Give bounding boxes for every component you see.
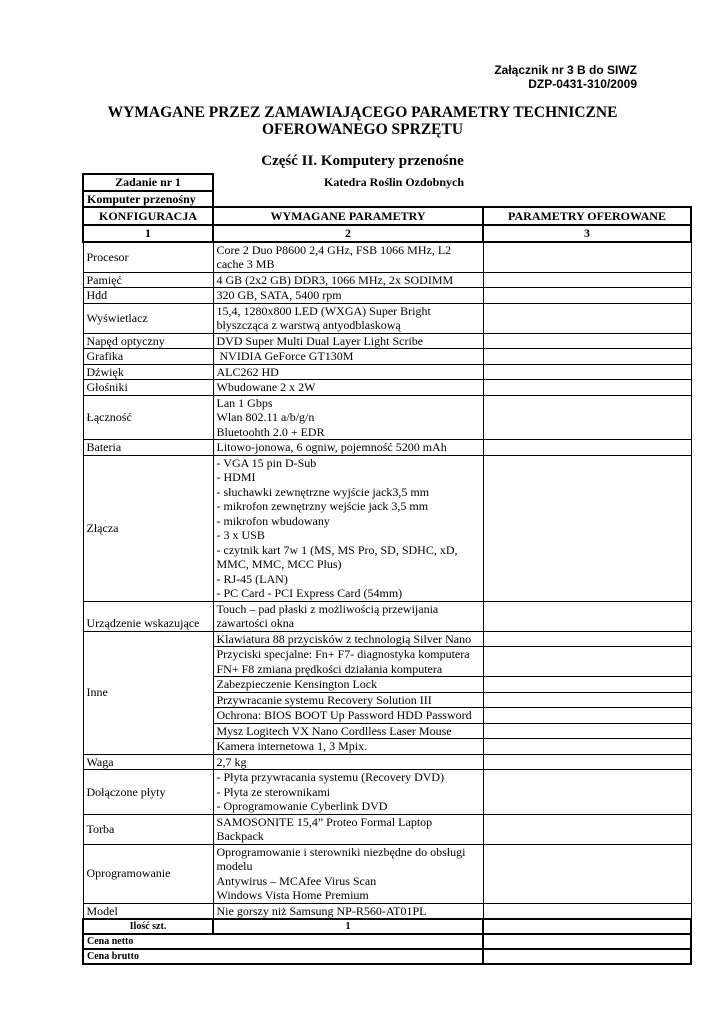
col-number-2: 2 — [213, 225, 483, 242]
port-line: - VGA 15 pin D-Sub — [216, 455, 317, 470]
offered-discs[interactable] — [483, 770, 691, 815]
offered-ports[interactable] — [483, 455, 691, 601]
row-value-pointing: Touch – pad płaski z możliwością przewijania zawartości okna — [213, 601, 483, 631]
offered-other[interactable] — [483, 631, 691, 647]
attachment-label: Załącznik nr 3 B do SIWZ — [494, 63, 637, 77]
offered-speakers[interactable] — [483, 380, 691, 396]
document-title-line2: OFEROWANEGO SPRZĘTU — [261, 121, 464, 138]
reference-number: DZP-0431-310/2009 — [528, 77, 637, 91]
offered-weight[interactable] — [483, 754, 691, 770]
offered-quantity[interactable] — [483, 919, 691, 934]
row-value-model: Nie gorszy niż Samsung NP-R560-AT01PL — [213, 903, 483, 919]
gross-price-offered[interactable] — [483, 949, 691, 964]
software-line: Antywirus – MCAfee Virus Scan — [216, 873, 377, 888]
row-value-battery: Litowo-jonowa, 6 ogniw, pojemność 5200 mAh — [213, 440, 483, 456]
offered-pointing[interactable] — [483, 601, 691, 631]
row-label-other: Inne — [83, 631, 213, 754]
offered-other[interactable] — [483, 708, 691, 724]
gross-price-label: Cena brutto — [83, 949, 213, 964]
row-label-pointing: Urządzenie wskazujące — [83, 601, 213, 631]
row-value-other: Mysz Logitech VX Nano Cordlless Laser Mouse — [213, 723, 483, 739]
document-title-line1: WYMAGANE PRZEZ ZAMAWIAJĄCEGO PARAMETRY TECHNICZNE — [107, 104, 618, 121]
row-value-hdd: 320 GB, SATA, 5400 rpm — [213, 288, 483, 304]
offered-processor[interactable] — [483, 242, 691, 273]
port-line: - HDMI — [216, 470, 256, 484]
connectivity-line: Bluetoohth 2.0 + EDR — [216, 424, 325, 439]
port-line: - mikrofon zewnętrzny wejście jack 3,5 mm — [216, 499, 429, 513]
row-value-software — [213, 844, 483, 903]
net-price-label: Cena netto — [83, 934, 213, 949]
offered-other[interactable] — [483, 739, 691, 755]
row-label-battery: Bateria — [83, 440, 213, 456]
col-header-offered: PARAMETRY OFEROWANE — [483, 207, 691, 225]
row-value-other: Zabezpieczenie Kensington Lock — [213, 677, 483, 693]
row-label-discs: Dołączone płyty — [83, 770, 213, 815]
row-value-sound: ALC262 HD — [213, 364, 483, 380]
row-label-processor: Procesor — [83, 242, 213, 273]
row-label-display: Wyświetlacz — [83, 303, 213, 333]
port-line: - 3 x USB — [216, 528, 265, 542]
item-type: Komputer przenośny — [83, 191, 213, 208]
row-value-ports — [213, 455, 483, 601]
offered-memory[interactable] — [483, 272, 691, 288]
software-line: Oprogramowanie i sterowniki niezbędne do obsługi modelu — [216, 844, 466, 873]
row-value-connectivity — [213, 395, 483, 440]
parameters-table — [82, 173, 692, 965]
section-subtitle: Część II. Komputery przenośne — [261, 153, 464, 169]
offered-other[interactable] — [483, 692, 691, 708]
task-number: Zadanie nr 1 — [83, 174, 213, 191]
disc-line: - Płyta przywracania systemu (Recovery DVD) — [216, 770, 445, 784]
row-label-model: Model — [83, 903, 213, 919]
software-line: Windows Vista Home Premium — [216, 888, 369, 902]
port-line: - mikrofon wbudowany — [216, 513, 330, 528]
offered-bag[interactable] — [483, 814, 691, 844]
connectivity-line: Wlan 802.11 a/b/g/n — [216, 410, 315, 424]
row-label-hdd: Hdd — [83, 288, 213, 304]
offered-sound[interactable] — [483, 364, 691, 380]
offered-display[interactable] — [483, 303, 691, 333]
row-value-graphics: NVIDIA GeForce GT130M — [213, 349, 483, 365]
offered-battery[interactable] — [483, 440, 691, 456]
empty-cell — [213, 191, 691, 208]
offered-hdd[interactable] — [483, 288, 691, 304]
row-label-bag: Torba — [83, 814, 213, 844]
disc-line: - Oprogramowanie Cyberlink DVD — [216, 799, 388, 813]
connectivity-line: Lan 1 Gbps — [216, 395, 273, 410]
row-label-memory: Pamięć — [83, 272, 213, 288]
row-value-optical: DVD Super Multi Dual Layer Light Scribe — [213, 333, 483, 349]
department-name: Katedra Roślin Ozdobnych — [324, 175, 465, 189]
net-price-cell[interactable] — [213, 934, 483, 949]
offered-software[interactable] — [483, 844, 691, 903]
quantity-value: 1 — [213, 919, 483, 934]
quantity-label: Ilość szt. — [83, 919, 213, 934]
offered-connectivity[interactable] — [483, 395, 691, 440]
offered-optical[interactable] — [483, 333, 691, 349]
offered-other[interactable] — [483, 723, 691, 739]
row-value-other: Ochrona: BIOS BOOT Up Password HDD Password — [213, 708, 483, 724]
row-label-connectivity: Łączność — [83, 395, 213, 440]
row-value-memory: 4 GB (2x2 GB) DDR3, 1066 MHz, 2x SODIMM — [213, 272, 483, 288]
col-header-config: KONFIGURACJA — [83, 207, 213, 225]
net-price-offered[interactable] — [483, 934, 691, 949]
row-label-optical: Napęd optyczny — [83, 333, 213, 349]
col-header-required: WYMAGANE PARAMETRY — [213, 207, 483, 225]
row-label-ports: Złącza — [83, 455, 213, 601]
row-value-other: Kamera internetowa 1, 3 Mpix. — [213, 739, 483, 755]
col-number-3: 3 — [483, 225, 691, 242]
row-value-bag: SAMOSONITE 15,4” Proteo Formal Laptop Backpack — [213, 814, 483, 844]
col-number-1: 1 — [83, 225, 213, 242]
row-value-weight: 2,7 kg — [213, 754, 483, 770]
row-label-graphics: Grafika — [83, 349, 213, 365]
row-label-sound: Dźwięk — [83, 364, 213, 380]
port-line: - słuchawki zewnętrzne wyjście jack3,5 mm — [216, 484, 430, 499]
row-value-other: Klawiatura 88 przycisków z technologią Silver Nano — [213, 631, 483, 647]
row-label-speakers: Głośniki — [83, 380, 213, 396]
row-value-other: Przywracanie systemu Recovery Solution III — [213, 692, 483, 708]
row-value-processor: Core 2 Duo P8600 2,4 GHz, FSB 1066 MHz, L2 cache 3 MB — [213, 242, 483, 273]
port-line: - czytnik kart 7w 1 (MS, MS Pro, SD, SDHC, xD, MMC, MMC, MCC Plus) — [216, 542, 458, 571]
port-line: - RJ-45 (LAN) — [216, 571, 288, 586]
row-value-other: Przyciski specjalne: Fn+ F7- diagnostyka komputera FN+ F8 zmiana prędkości działania komputera — [213, 647, 483, 677]
disc-line: - Płyta ze sterownikami — [216, 784, 331, 799]
gross-price-cell[interactable] — [213, 949, 483, 964]
offered-model[interactable] — [483, 903, 691, 919]
row-value-display: 15,4, 1280x800 LED (WXGA) Super Bright błyszcząca z warstwą antyodblaskową — [213, 303, 483, 333]
row-label-weight: Waga — [83, 754, 213, 770]
row-value-discs — [213, 770, 483, 815]
row-label-software: Oprogramowanie — [83, 844, 213, 903]
row-value-speakers: Wbudowane 2 x 2W — [213, 380, 483, 396]
offered-other[interactable] — [483, 647, 691, 677]
port-line: - PC Card - PCI Express Card (54mm) — [216, 586, 403, 600]
offered-graphics[interactable] — [483, 349, 691, 365]
offered-other[interactable] — [483, 677, 691, 693]
